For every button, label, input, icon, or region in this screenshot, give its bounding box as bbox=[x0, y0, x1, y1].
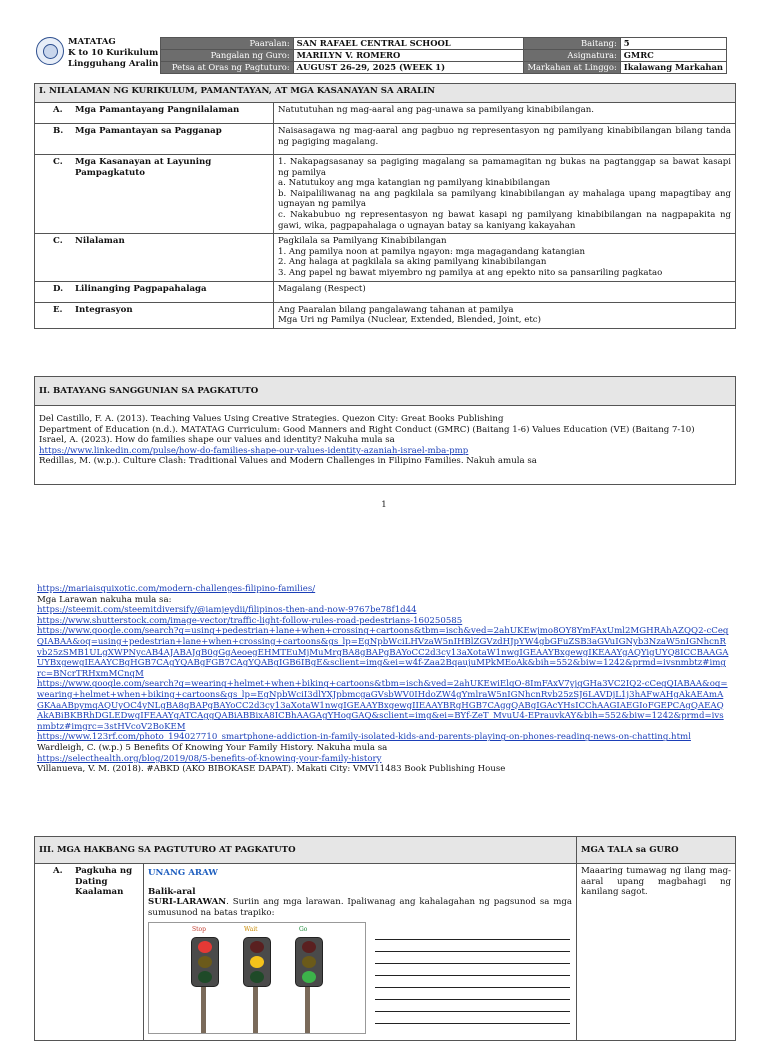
header-label: Petsa at Oras ng Pagtuturo: bbox=[161, 62, 294, 74]
reference-link[interactable]: https://www.123rf.com/photo_194027710_smartphone-addiction-in-family-isolated-kids-and-parents-playing-on-phones-reading-news-on-chatting.html bbox=[37, 732, 691, 743]
header-value: 5 bbox=[620, 38, 726, 50]
page-1 bbox=[0, 0, 768, 515]
header-row bbox=[161, 50, 727, 62]
row-content: 3. Ang papel ng bawat miyembro ng pamilya at ang epekto nito sa pansariling pagkatao bbox=[278, 267, 663, 278]
row-label: Mga Pamantayang Pangnilalaman bbox=[75, 105, 240, 115]
header-row bbox=[161, 38, 727, 50]
references-cell bbox=[35, 406, 736, 485]
row-letter: C. bbox=[53, 157, 63, 167]
row-label: Lilinanging Pagpapahalaga bbox=[75, 283, 207, 294]
day-title: UNANG ARAW bbox=[148, 868, 218, 878]
reference-text: Redillas, M. (w.p.). Culture Clash: Traditional Values and Modern Challenges in Filipino Families. Nakuh amula sa bbox=[39, 456, 537, 467]
reference-text: Wardleigh, C. (w.p.) 5 Benefits Of Knowing Your Family History. Nakuha mula sa bbox=[37, 742, 388, 753]
section-1-title: I. NILALAMAN NG KURIKULUM, PAMANTAYAN, AT MGA KASANAYAN SA ARALIN bbox=[35, 84, 736, 103]
activity-name: SURI-LARAWAN bbox=[148, 897, 227, 908]
row-label: Nilalaman bbox=[75, 236, 125, 247]
row-letter: D. bbox=[53, 283, 64, 294]
header-value: MARILYN V. ROMERO bbox=[293, 50, 523, 62]
row-letter: A. bbox=[53, 105, 63, 115]
traffic-light-icon bbox=[191, 937, 219, 987]
reference-text: Department of Education (n.d.). MATATAG Curriculum: Good Manners and Right Conduct (GMRC) (Baitang 1-6) Values Education (VE) (Baitang 7-10) bbox=[39, 424, 695, 435]
page-gap bbox=[0, 515, 768, 582]
procedure-row bbox=[35, 864, 736, 1041]
deped-seal-icon bbox=[36, 37, 64, 65]
curriculum-row bbox=[35, 155, 736, 234]
row-content: c. Nakabubuo ng representasyon ng bawat kasapi ng pamilyang kinabibilangan na nagpapakita ng gawi, wika, pagpapahalaga o ugnayan batay sa kaniyang kakayahan bbox=[278, 209, 731, 231]
page-number: 1 bbox=[381, 500, 387, 510]
reference-text: Villanueva, V. M. (2018). #ABKD (AKO BIBOKASE DAPAT). Makati City: VMV11483 Book Publishing House bbox=[37, 764, 506, 775]
section-2-table bbox=[34, 376, 736, 485]
section-2-title: II. BATAYANG SANGGUNIAN SA PAGKATUTO bbox=[35, 377, 736, 406]
header-label: Pangalan ng Guro: bbox=[161, 50, 294, 62]
header-label: Asignatura: bbox=[523, 50, 620, 62]
reference-link[interactable]: https://www.shutterstock.com/image-vector/traffic-light-follow-rules-road-pedestrians-160250585 bbox=[37, 615, 463, 626]
traffic-light-icon bbox=[295, 937, 323, 987]
teacher-notes-title: MGA TALA sa GURO bbox=[577, 837, 736, 864]
brand-line: K to 10 Kurikulum bbox=[68, 48, 159, 58]
curriculum-row bbox=[35, 234, 736, 281]
reference-link[interactable]: https://www.linkedin.com/pulse/how-do-families-shape-our-values-identity-azaniah-israel-mba-pmp bbox=[39, 445, 469, 456]
header-value: Ikalawang Markahan bbox=[620, 62, 726, 74]
section-1-table bbox=[34, 83, 736, 329]
row-label: Mga Pamantayan sa Pagganap bbox=[75, 126, 222, 136]
curriculum-row bbox=[35, 302, 736, 328]
light-label: Stop bbox=[192, 926, 206, 934]
row-content: 1. Ang pamilya noon at pamilya ngayon: mga magagandang katangian bbox=[278, 246, 585, 257]
row-content: Ang Paaralan bilang pangalawang tahanan at pamilya bbox=[278, 304, 514, 315]
row-content: a. Natutukoy ang mga katangian ng pamilyang kinabibilangan bbox=[278, 178, 551, 189]
light-label: Go bbox=[299, 926, 308, 934]
reference-link[interactable]: https://steemit.com/steemitdiversify/@iamjeydii/filipinos-then-and-now-9767be78f1d44 bbox=[37, 605, 417, 616]
row-content: Pagkilala sa Pamilyang Kinabibilangan bbox=[278, 236, 447, 247]
row-letter: A. bbox=[53, 866, 63, 876]
curriculum-row bbox=[35, 281, 736, 302]
activity-text: . Suriin ang mga larawan. Ipaliwanag ang kahalagahan ng pagsunod sa mga sumusunod na batas trapiko: bbox=[148, 897, 572, 918]
section-3-table bbox=[34, 836, 736, 1041]
reference-text: Israel, A. (2023). How do families shape our values and identity? Nakuha mula sa bbox=[39, 435, 395, 446]
row-content: Mga Uri ng Pamilya (Nuclear, Extended, Blended, Joint, etc) bbox=[278, 315, 541, 326]
row-content: 2. Ang halaga at pagkilala sa aking pamilyang kinabibilangan bbox=[278, 257, 547, 268]
traffic-light-image bbox=[148, 922, 366, 1034]
row-letter: B. bbox=[53, 126, 64, 136]
activity-instructions bbox=[148, 897, 572, 918]
header-value: GMRC bbox=[620, 50, 726, 62]
curriculum-row bbox=[35, 103, 736, 124]
brand-line: Lingguhang Aralin bbox=[68, 59, 159, 69]
reference-link[interactable]: https://www.google.com/search?q=wearing+helmet+when+biking+cartoons&tbm=isch&ved=2ahUKEwiElqO-8ImFAxV7yjgGHa3VC2IQ2-cCegQIABAA&oq=wearing+helmet+when+biking+cartoons&gs_lp=EgNpbWciI3dlYXJpbmcgaGVsbWV0IHdoZW4gYmlraW5nIGNhcnRvb25zSJ6LAVDjL1j3hAFwAHgAkAEAmAGKAaABpymqAQUyOC4yNLgBA8gBAPgBAYoCC2d3cy13aXotaW1nwgIGEAAYBxgewgIIEAAYBRgHGB7CAggQABgIGAcYHsICChAAGIAEGIoFGEPCAgQAEAQAkABiBKBRhDGLEDwgIFEAAYgATCAggQABiABBixA8ICBhAAGAgYHogGAQ&sclient=img&ei=BYf-ZeT_MvuU4-EPrauvkAY&bih=552&biw=1242&prmd=ivsnmbtz#imgrc=3stHVcoV2BoKEM bbox=[37, 679, 728, 732]
header-label: Baitang: bbox=[523, 38, 620, 50]
reference-text: Del Castillo, F. A. (2013). Teaching Values Using Creative Strategies. Quezon City: Great Books Publishing bbox=[39, 414, 504, 424]
row-label: Mga Kasanayan at Layuning Pampagkatuto bbox=[75, 157, 212, 178]
row-content: Magalang (Respect) bbox=[278, 283, 366, 294]
reference-text: Mga Larawan nakuha mula sa: bbox=[37, 594, 172, 605]
traffic-light-icon bbox=[243, 937, 271, 987]
header-info-table bbox=[160, 37, 727, 74]
row-label: Pagkuha ng Dating Kaalaman bbox=[75, 866, 133, 898]
header-label: Markahan at Linggo: bbox=[523, 62, 620, 74]
row-letter: E. bbox=[53, 304, 63, 315]
procedure-content bbox=[144, 864, 577, 1041]
reference-link[interactable]: https://mariaisquixotic.com/modern-challenges-filipino-families/ bbox=[37, 584, 316, 594]
header-row bbox=[161, 62, 727, 74]
page-2 bbox=[0, 582, 768, 1024]
lesson-header bbox=[36, 37, 727, 75]
row-letter: C. bbox=[53, 236, 63, 247]
reference-link[interactable]: https://selecthealth.org/blog/2019/08/5-benefits-of-knowing-your-family-history bbox=[37, 753, 382, 764]
row-content: b. Naipaliliwanag na ang pagkilala sa pamilyang kinabibilangan ay mahalaga upang mapagtibay ang ugnayan ng pamilya bbox=[278, 188, 731, 210]
teacher-note: Maaaring tumawag ng ilang mag-aaral upang magbahagi ng kanilang sagot. bbox=[577, 864, 736, 1041]
light-label: Wait bbox=[244, 926, 258, 934]
activity-subtitle: Balik-aral bbox=[148, 886, 196, 897]
row-content: 1. Nakapagsasanay sa pagiging magalang sa pamamagitan ng bukas na pagtanggap sa bawat kasapi ng pamilya bbox=[278, 157, 731, 178]
curriculum-row bbox=[35, 124, 736, 155]
answer-lines[interactable] bbox=[375, 928, 570, 1024]
row-content: Naisasagawa ng mag-aaral ang pagbuo ng representasyon ng pamilyang kinabibilangan bilang tanda ng pagiging magalang. bbox=[278, 126, 731, 147]
row-content: Natututuhan ng mag-aaral ang pag-unawa sa pamilyang kinabibilangan. bbox=[278, 105, 594, 115]
row-label: Integrasyon bbox=[75, 304, 133, 315]
brand-line: MATATAG bbox=[68, 37, 116, 47]
reference-link[interactable]: https://www.google.com/search?q=using+pedestrian+lane+when+crossing+cartoons&tbm=isch&ved=2ahUKEwjmo8OY8YmFAxUml2MGHRAhAZQQ2-cCegQIABAA&oq=using+pedestrian+lane+when+crossing+cartoons&gs_lp=EgNpbWciLHVzaW5nIHBlZGVzdHJpYW4gbGFuZSB3aGVuIGNyb3NzaW5nIGNhcnRvb25zSMB1ULgXWPNycAB4AJABAJgB0gGgAeoegEHMTEuMjMuMrgBA8gBAPgBAYoCC2d3cy13aXotaW1nwgIGEAAYBxgewgIKEAAYgAQYigUYQ8ICCBAAGAUYBxgewgIEAAYCBgHGB7CAgYQABgFGB7CAgYQABgIGB6IBgE&sclient=img&ei=w4f-Zaa2BqaujuMPkMEoAk&bih=552&biw=1242&prmd=ivsnmbtz#imgrc=BNcrTRHxmMCnqM bbox=[37, 626, 729, 679]
section-3-title: III. MGA HAKBANG SA PAGTUTURO AT PAGKATUTO bbox=[35, 837, 577, 864]
header-value: AUGUST 26-29, 2025 (WEEK 1) bbox=[293, 62, 523, 74]
header-value: SAN RAFAEL CENTRAL SCHOOL bbox=[293, 38, 523, 50]
header-label: Paaralan: bbox=[161, 38, 294, 50]
references-continued bbox=[37, 584, 729, 775]
